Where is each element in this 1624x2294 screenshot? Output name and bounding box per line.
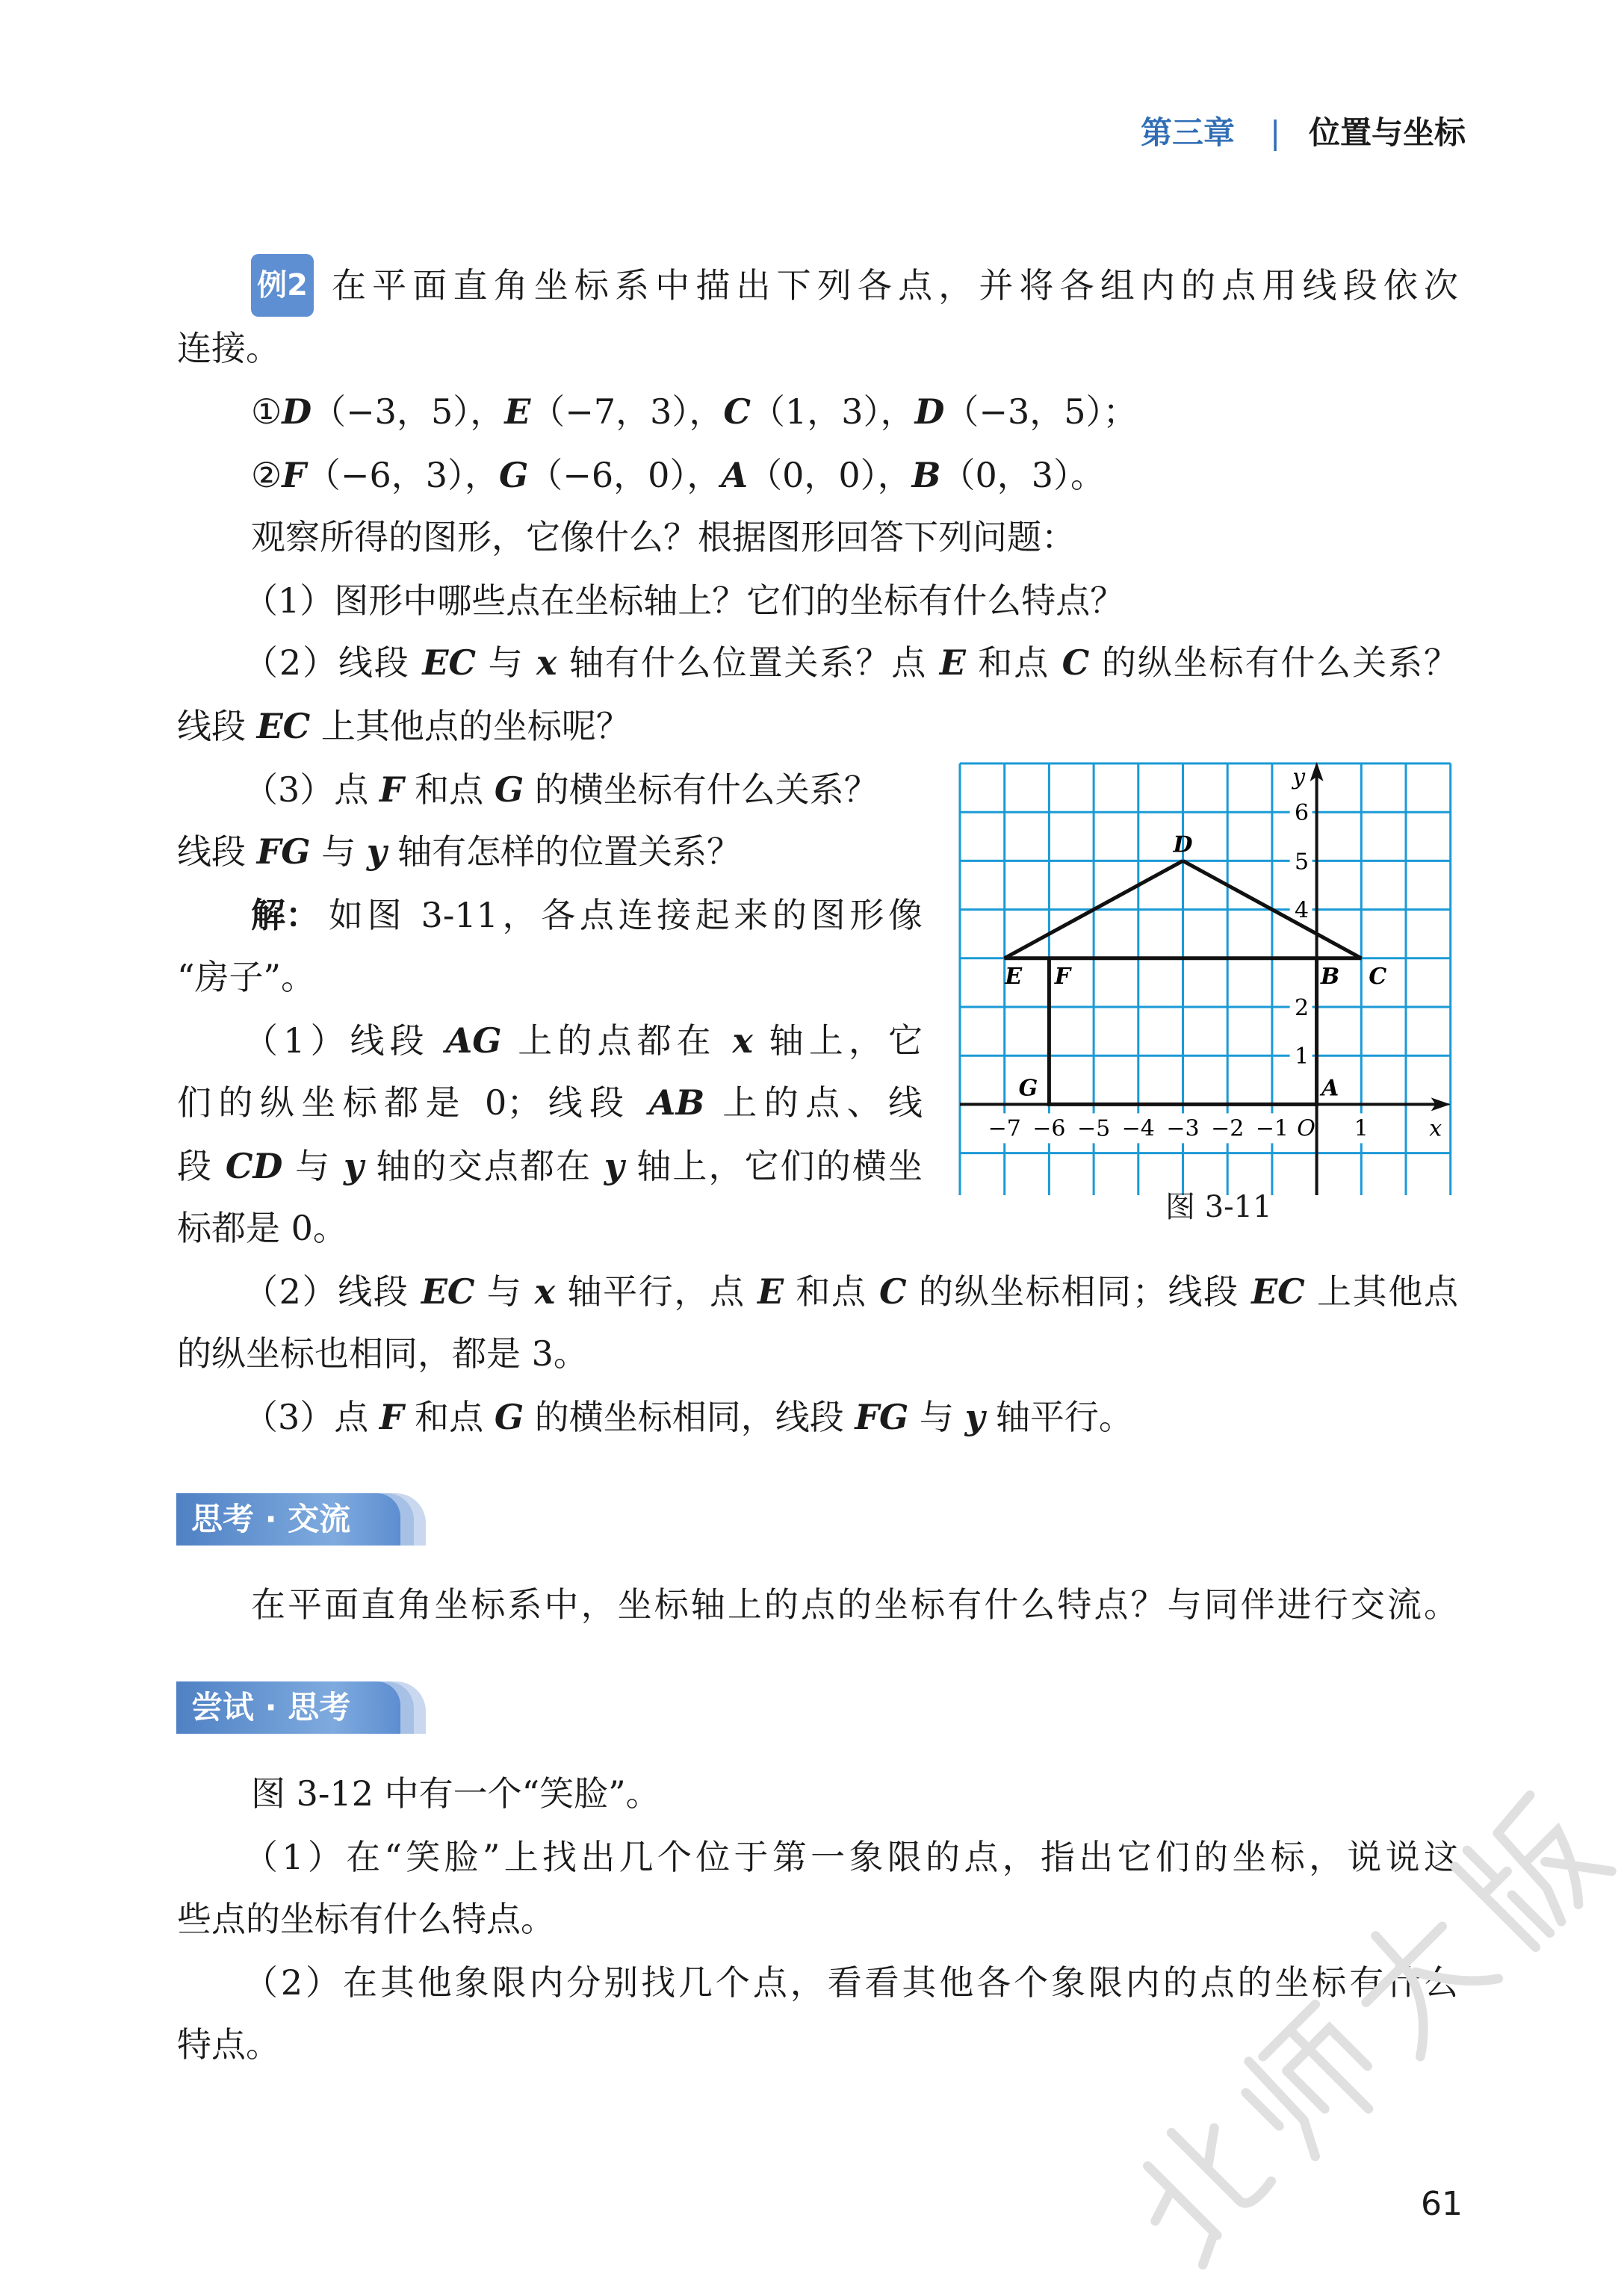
- section-tab-discuss: [176, 1493, 426, 1546]
- x-tick-label: −2: [1211, 1115, 1245, 1142]
- y-tick-label: 5: [1295, 849, 1310, 875]
- question-2: （2）线段 EC 与 x 轴有什么位置关系？点 E 和点 C 的纵坐标有什么关系？: [244, 642, 1458, 683]
- point-label-A: A: [1321, 1075, 1339, 1102]
- coordinate-figure: [949, 747, 1472, 1195]
- text-line: 们的纵坐标都是 0；线段 AB 上的点、线: [177, 1082, 923, 1123]
- publisher-watermark: [1106, 1778, 1624, 2294]
- answer-1: （1）线段 AG 上的点都在 x 轴上，它: [244, 1020, 923, 1061]
- discuss-text: 在平面直角坐标系中，坐标轴上的点的坐标有什么特点？与同伴进行交流。: [251, 1584, 1458, 1625]
- text-line: “房子”。: [177, 957, 316, 997]
- watermark-stroke: [1338, 1936, 1459, 2057]
- point-label-G: G: [1018, 1075, 1038, 1102]
- x-tick-label: −1: [1255, 1115, 1289, 1142]
- answer-2: （2）线段 EC 与 x 轴平行，点 E 和点 C 的纵坐标相同；线段 EC 上其他点: [244, 1271, 1458, 1312]
- point-label-D: D: [1173, 831, 1193, 858]
- x-axis-label: x: [1429, 1115, 1442, 1142]
- text-line: 些点的坐标有什么特点。: [177, 1899, 555, 1939]
- chapter-label: 第三章: [1141, 114, 1236, 151]
- watermark-stroke: [1495, 1795, 1533, 1833]
- watermark-stroke: [1246, 2093, 1280, 2127]
- section-tab-try: [176, 1681, 426, 1734]
- question-1: （1）图形中哪些点在坐标轴上？它们的坐标有什么特点？: [244, 580, 1125, 621]
- x-tick-label: −3: [1166, 1115, 1200, 1142]
- text-line: 在平面直角坐标系中描出下列各点，并将各组内的点用线段依次: [332, 265, 1458, 306]
- text-line: 的纵坐标也相同，都是 3。: [177, 1333, 588, 1374]
- answer-3: （3）点 F 和点 G 的横坐标相同，线段 FG 与 y 轴平行。: [244, 1397, 1133, 1437]
- example-badge: 例2: [251, 254, 314, 317]
- origin-label: O: [1297, 1115, 1315, 1142]
- y-tick-label: 1: [1295, 1044, 1310, 1070]
- y-tick-label: 2: [1295, 995, 1310, 1021]
- point-label-B: B: [1320, 963, 1340, 990]
- watermark-stroke: [1147, 2166, 1217, 2236]
- y-axis-label: y: [1292, 764, 1306, 790]
- y-tick-label: 6: [1295, 800, 1310, 827]
- watermark-glyph: [1119, 2107, 1279, 2267]
- text-line: 段 CD 与 y 轴的交点都在 y 轴上，它们的横坐: [177, 1146, 923, 1186]
- point-label-E: E: [1005, 963, 1023, 990]
- x-tick-label: −7: [988, 1115, 1021, 1142]
- text-line: 观察所得的图形，它像什么？根据图形回答下列问题：: [251, 517, 1076, 557]
- x-tick-label: −4: [1121, 1115, 1155, 1142]
- section-title: 思考 · 交流: [176, 1493, 400, 1546]
- watermark-stroke: [1289, 2030, 1369, 2109]
- x-tick-label: −6: [1032, 1115, 1066, 1142]
- watermark-glyph: [1232, 2000, 1395, 2163]
- x-tick-label: 1: [1354, 1115, 1369, 1142]
- text-line: 标都是 0。: [177, 1208, 347, 1248]
- point-label-C: C: [1369, 963, 1387, 990]
- text-line: 线段 EC 上其他点的坐标呢？: [177, 706, 630, 746]
- page-number: 61: [1421, 2185, 1463, 2223]
- x-tick-label: −5: [1076, 1115, 1111, 1142]
- watermark-glyph: [1338, 1896, 1499, 2056]
- watermark-stroke: [1171, 2107, 1272, 2208]
- text-line: ②F（−6，3），G（−6，0），A（0，0），B（0，3）。: [251, 455, 1106, 495]
- text-line: 连接。: [177, 328, 280, 368]
- watermark-glyph: [1453, 1788, 1612, 1947]
- text-line: ①D（−3，5），E（−7，3），C（1，3），D（−3，5）；: [251, 391, 1138, 432]
- try-question-2: （2）在其他象限内分别找几个点，看看其他各个象限内的点的坐标有什么: [244, 1962, 1458, 2003]
- solution-label: 解：: [251, 895, 320, 935]
- point-label-F: F: [1054, 963, 1071, 990]
- watermark-stroke: [1467, 1850, 1498, 1881]
- try-question-1: （1）在“笑脸”上找出几个位于第一象限的点，指出它们的坐标，说说这: [244, 1837, 1458, 1877]
- text-line: 特点。: [177, 2024, 280, 2065]
- text-line: 图 3-12 中有一个“笑脸”。: [251, 1773, 660, 1814]
- section-title: 尝试 · 思考: [176, 1681, 400, 1734]
- text-line: 线段 FG 与 y 轴有怎样的位置关系？: [177, 831, 742, 872]
- chapter-title: 位置与坐标: [1309, 114, 1466, 151]
- text-line: 如图 3-11，各点连接起来的图形像: [329, 895, 923, 935]
- watermark-stroke: [1235, 2062, 1330, 2157]
- question-3: （3）点 F 和点 G 的横坐标有什么关系？: [244, 769, 878, 810]
- y-tick-label: 4: [1295, 897, 1310, 924]
- figure-caption: 图 3-11: [1165, 1190, 1272, 1224]
- header-separator: |: [1270, 114, 1281, 151]
